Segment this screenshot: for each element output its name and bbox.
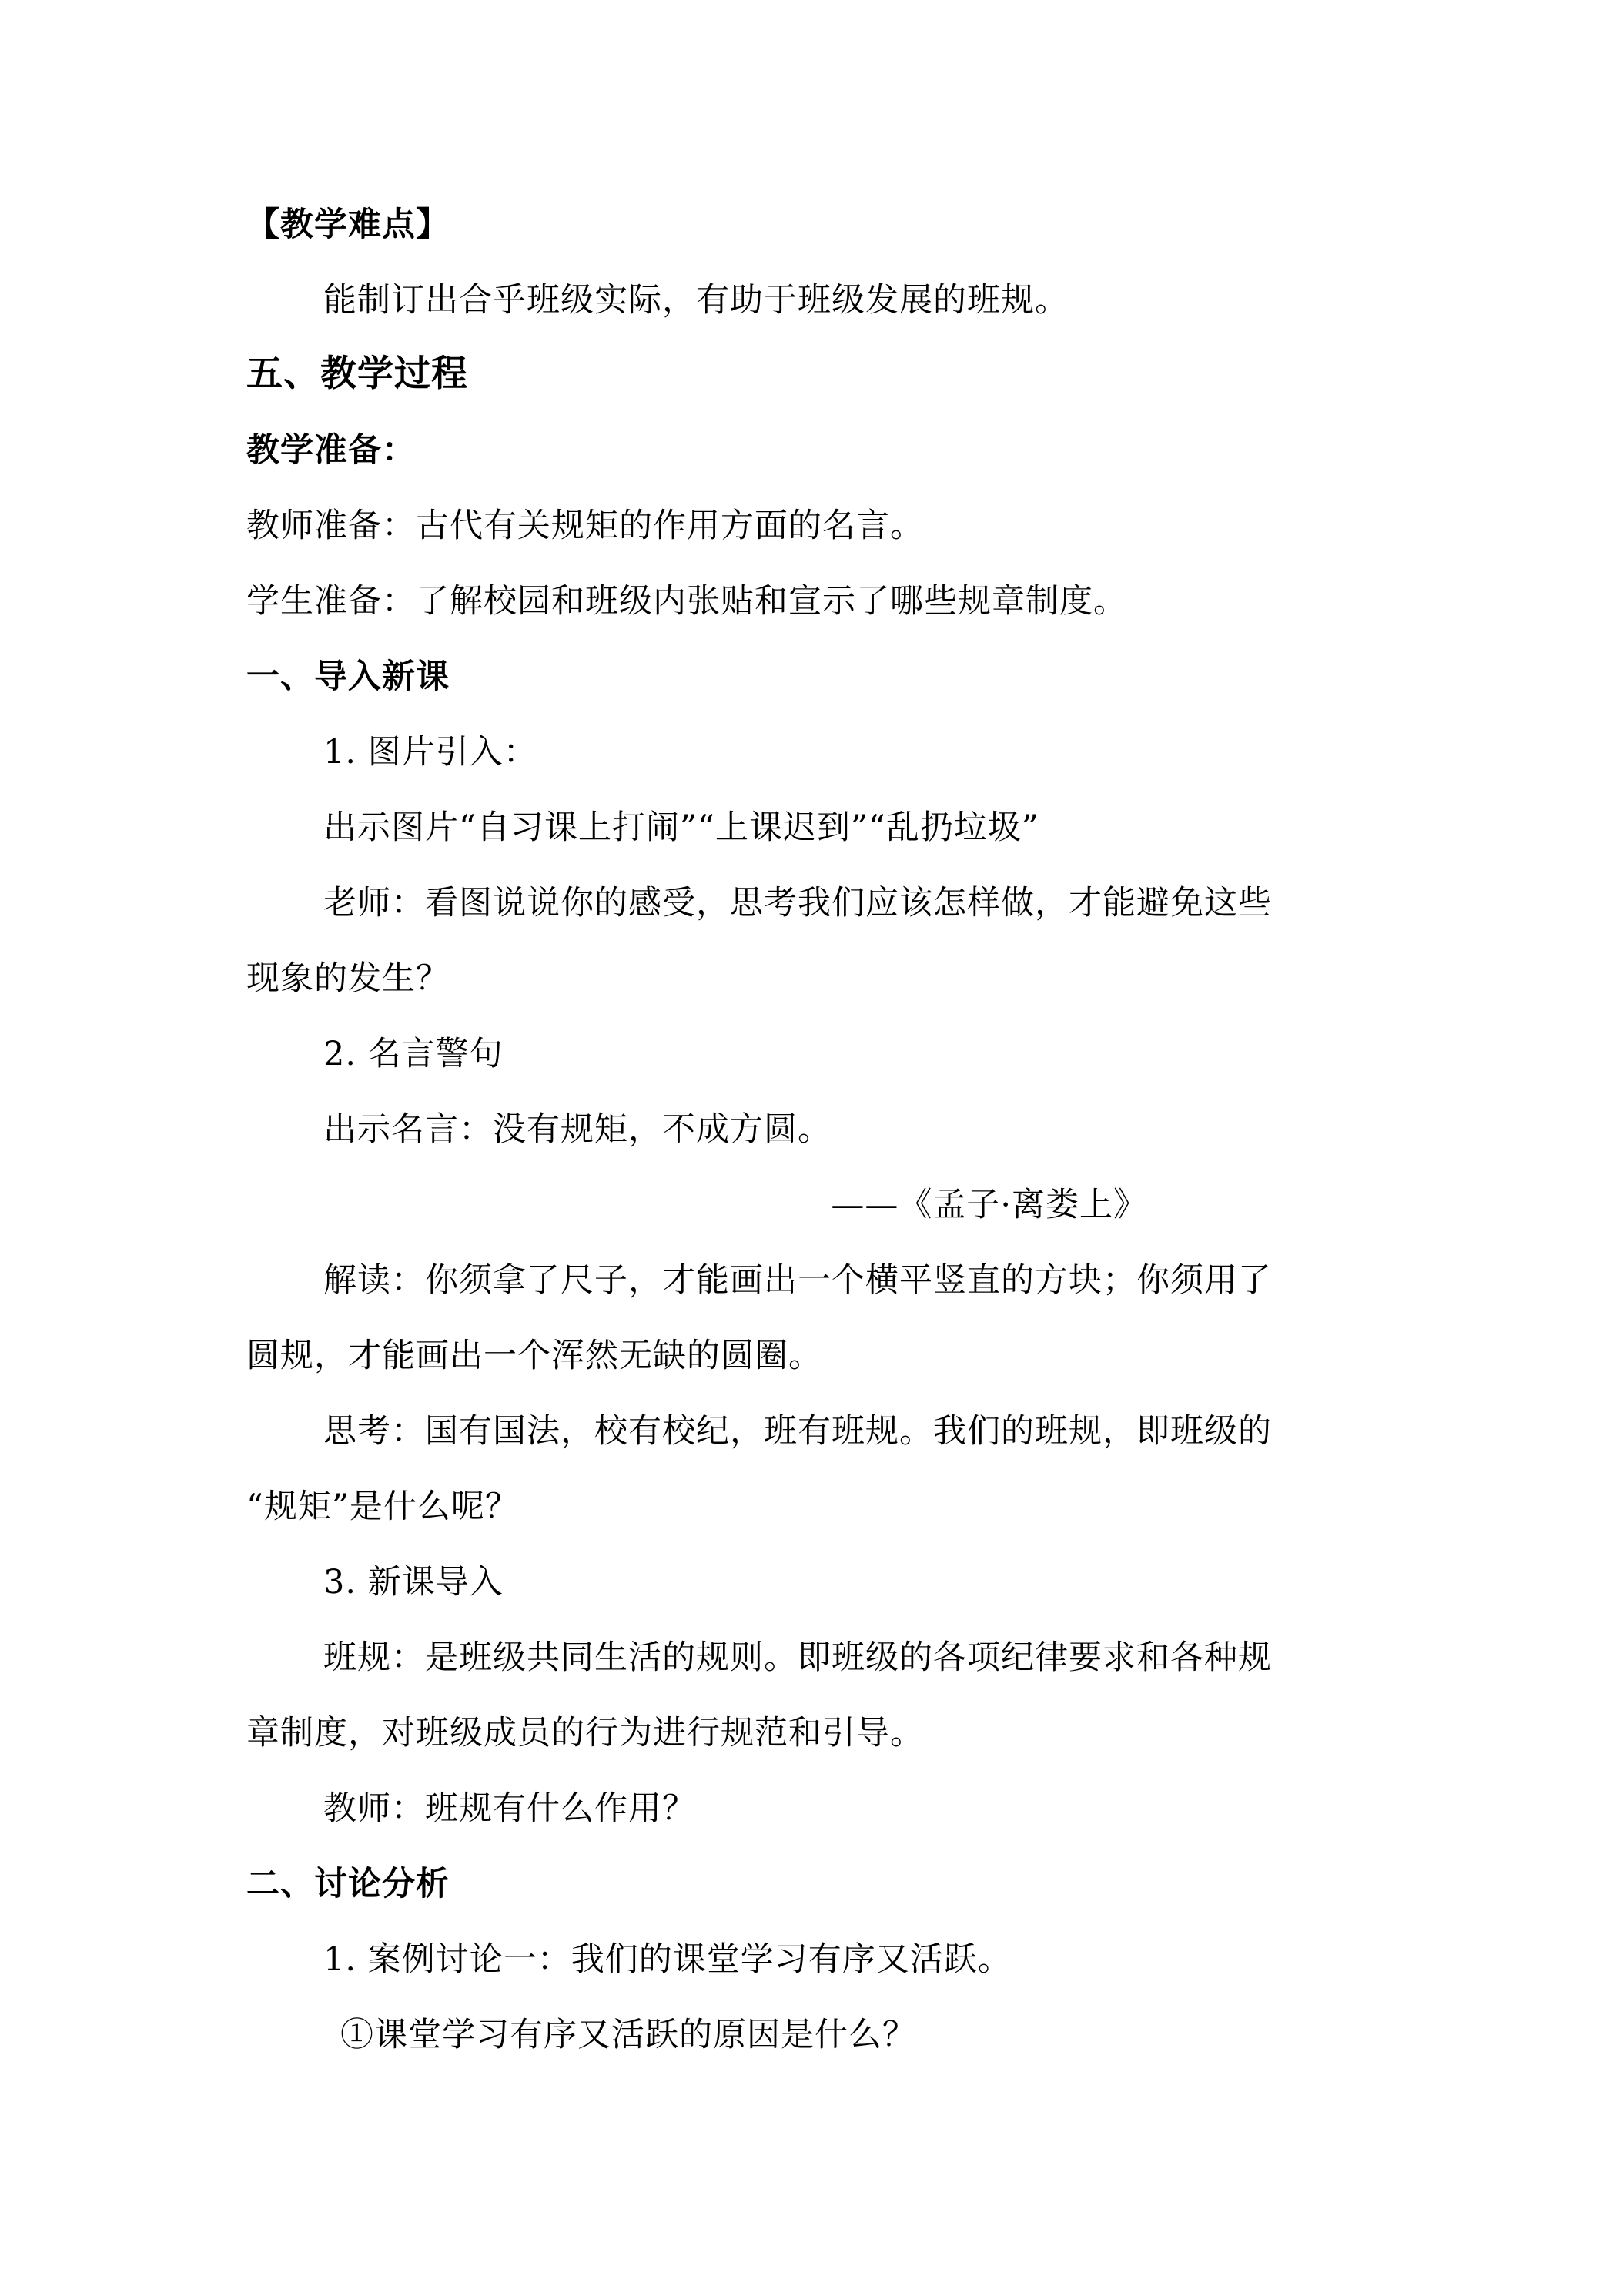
explanation-line-1: 解读：你须拿了尺子，才能画出一个横平竖直的方块；你须用了	[323, 1261, 1272, 1300]
part-two-item-1: 1. 案例讨论一：我们的课堂学习有序又活跃。	[323, 1940, 1012, 1979]
section-five-title: 五、教学过程	[246, 353, 468, 395]
teaching-difficulty-heading: 【教学难点】	[246, 206, 450, 244]
thinking-line-2: “规矩”是什么呢？	[246, 1488, 519, 1526]
show-pictures-text: 出示图片“自习课上打闹”“上课迟到”“乱扔垃圾”	[323, 808, 1039, 847]
explanation-line-2: 圆规，才能画出一个浑然无缺的圆圈。	[246, 1337, 822, 1375]
teacher-prep-text: 教师准备：古代有关规矩的作用方面的名言。	[246, 507, 924, 545]
thinking-line-1: 思考：国有国法，校有校纪，班有班规。我们的班规，即班级的	[323, 1412, 1272, 1451]
part-two-question-1: ①课堂学习有序又活跃的原因是什么？	[340, 2016, 916, 2054]
part-one-title: 一、导入新课	[246, 658, 450, 696]
part-one-item-1: 1. 图片引入：	[323, 733, 537, 771]
part-one-item-3: 3. 新课导入	[323, 1563, 504, 1602]
quote-source: ——《孟子·离娄上》	[831, 1186, 1147, 1224]
class-rules-line-2: 章制度，对班级成员的行为进行规范和引导。	[246, 1714, 924, 1752]
teacher-question-2: 教师：班规有什么作用？	[323, 1789, 696, 1828]
quote-text: 出示名言：没有规矩，不成方圆。	[323, 1110, 832, 1149]
teaching-prep-heading: 教学准备：	[246, 431, 416, 470]
teacher-question-line-1: 老师：看图说说你的感受，思考我们应该怎样做，才能避免这些	[323, 884, 1272, 922]
class-rules-line-1: 班规：是班级共同生活的规则。即班级的各项纪律要求和各种规	[323, 1638, 1272, 1677]
part-one-item-2: 2. 名言警句	[323, 1035, 504, 1073]
teacher-question-line-2: 现象的发生？	[246, 959, 450, 998]
part-two-title: 二、讨论分析	[246, 1865, 450, 1903]
teaching-difficulty-text: 能制订出合乎班级实际，有助于班级发展的班规。	[323, 281, 1069, 320]
student-prep-text: 学生准备：了解校园和班级内张贴和宣示了哪些规章制度。	[246, 582, 1127, 621]
